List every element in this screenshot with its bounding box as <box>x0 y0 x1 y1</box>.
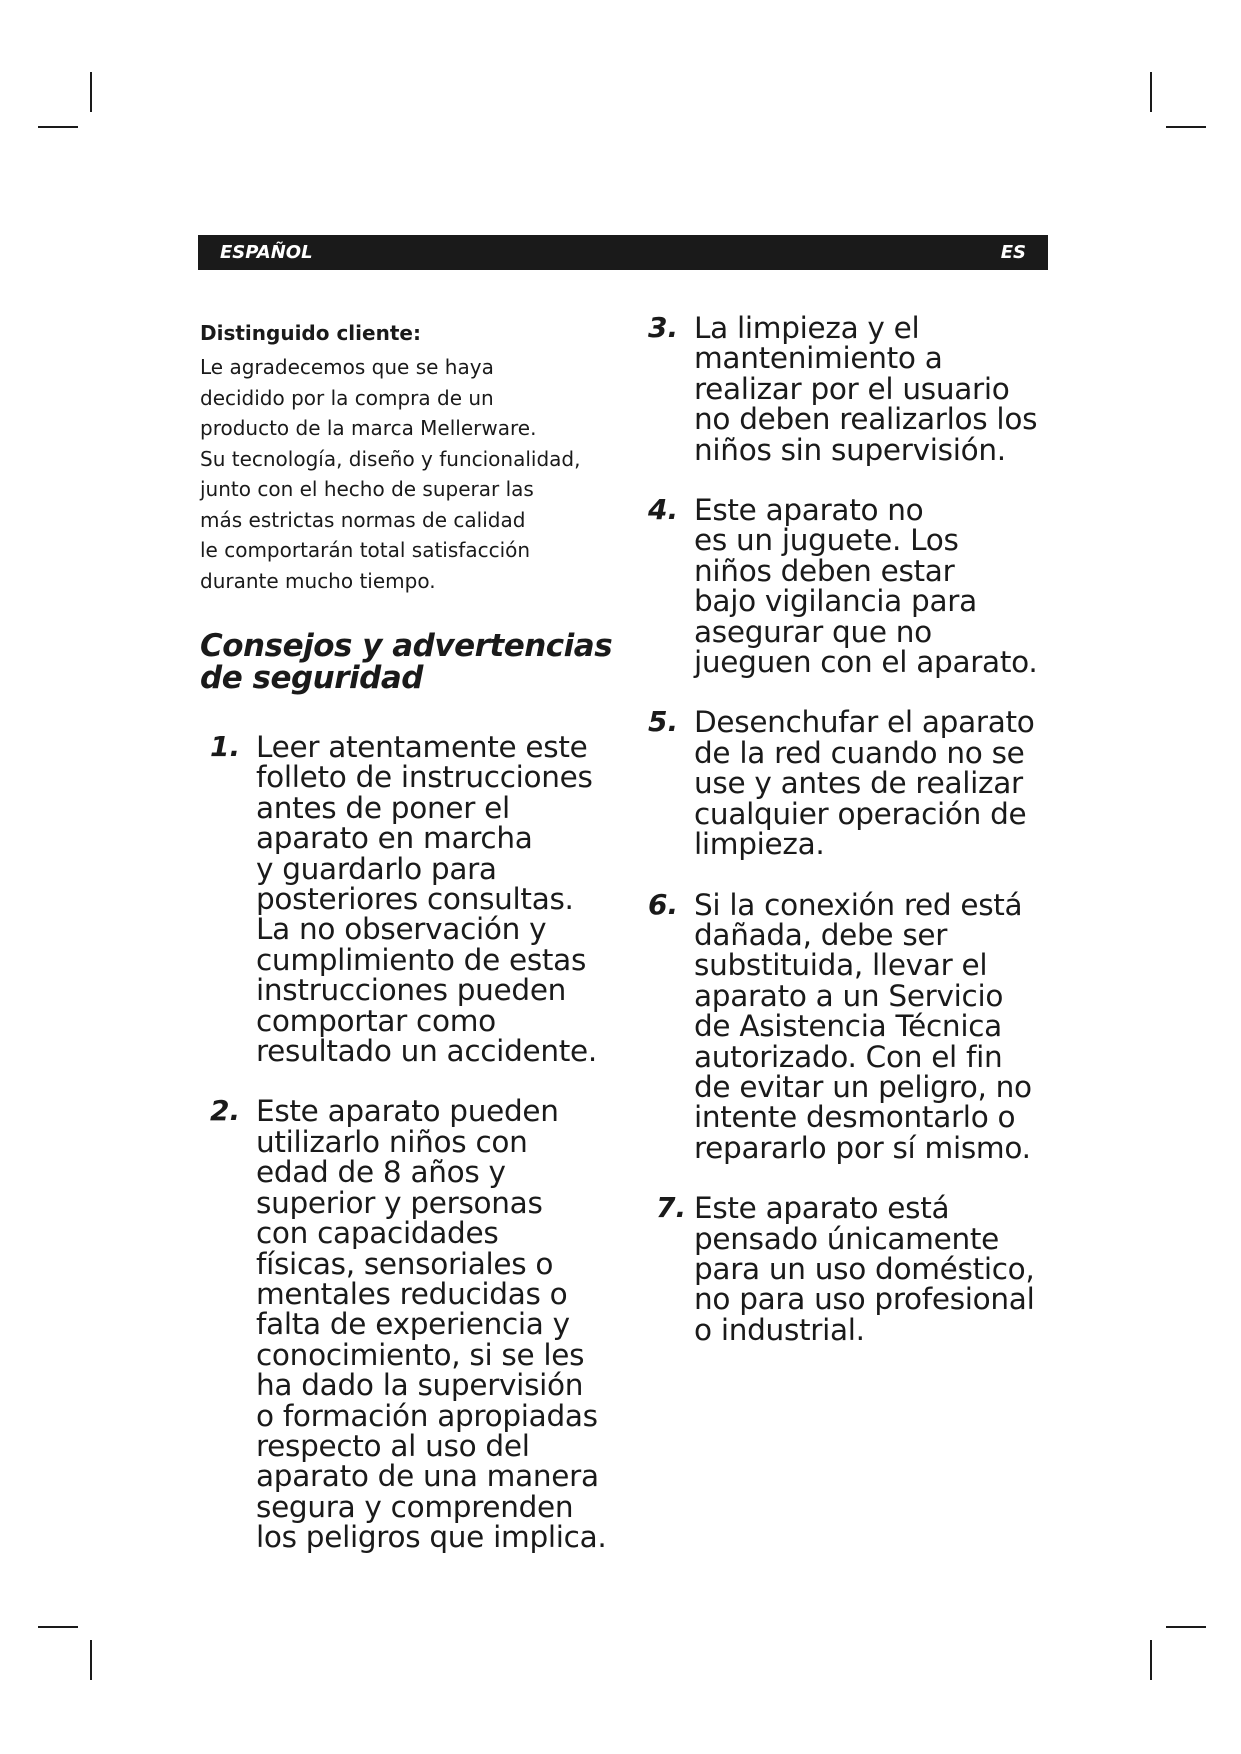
item-line: cumplimiento de estas <box>256 942 587 977</box>
language-header-bar <box>198 235 1048 270</box>
crop-mark-top-left-horizontal <box>38 126 78 128</box>
safety-item-7 <box>648 1193 1068 1345</box>
item-line: cualquier operación de <box>694 796 1027 831</box>
greeting-line: junto con el hecho de superar las <box>200 477 534 501</box>
item-line: físicas, sensoriales o <box>256 1246 554 1281</box>
item-line: niños deben estar <box>694 553 955 588</box>
item-line: niños sin supervisión. <box>694 432 1006 467</box>
right-column <box>648 313 1068 1345</box>
item-line: bajo vigilancia para <box>694 584 977 619</box>
item-line: ha dado la supervisión <box>256 1368 584 1403</box>
language-label: ESPAÑOL <box>220 242 313 263</box>
safety-item-6 <box>648 887 1068 1165</box>
item-line: limpieza. <box>694 827 825 862</box>
item-line: La limpieza y el <box>694 311 920 345</box>
item-line: Desenchufar el aparato <box>694 705 1035 740</box>
item-line: no para uso profesional <box>694 1282 1035 1317</box>
item-line: conocimiento, si se les <box>256 1337 585 1372</box>
item-line: mentales reducidas o <box>256 1276 568 1311</box>
item-line: antes de poner el <box>256 790 510 825</box>
greeting-line: le comportarán total satisfacción <box>200 538 531 562</box>
item-line: Este aparato está <box>694 1191 950 1226</box>
item-line: autorizado. Con el fin <box>694 1039 1003 1074</box>
item-line: dañada, debe ser <box>694 917 948 952</box>
item-line: o formación apropiadas <box>256 1398 598 1433</box>
item-line: Este aparato pueden <box>256 1094 559 1129</box>
language-code: ES <box>1000 242 1026 263</box>
safety-item-5 <box>648 705 1068 862</box>
crop-mark-top-left-vertical <box>90 72 92 112</box>
item-line: aparato de una manera <box>256 1459 599 1494</box>
item-line: realizar por el usuario <box>694 371 1010 406</box>
item-line: falta de experiencia y <box>256 1307 570 1342</box>
left-column <box>200 318 620 1553</box>
item-line: de la red cuando no se <box>694 735 1025 770</box>
item-line: folleto de instrucciones <box>256 760 593 795</box>
item-number: 7. <box>656 1191 687 1225</box>
safety-item-4 <box>648 493 1068 680</box>
section-heading: de seguridad <box>200 660 423 696</box>
item-line: de evitar un peligro, no <box>694 1069 1032 1104</box>
item-line: o industrial. <box>694 1312 865 1347</box>
item-number: 4. <box>648 493 679 527</box>
item-number: 2. <box>210 1094 241 1128</box>
item-line: jueguen con el aparato. <box>694 645 1038 680</box>
item-line: Leer atentamente este <box>256 730 588 764</box>
item-line: respecto al uso del <box>256 1428 530 1463</box>
greeting-line: producto de la marca Mellerware. <box>200 416 537 440</box>
item-number: 3. <box>648 311 679 344</box>
item-line: y guardarlo para <box>256 851 497 886</box>
greeting-line: más estrictas normas de calidad <box>200 507 526 532</box>
crop-mark-top-right-horizontal <box>1166 126 1206 128</box>
item-line: no deben realizarlos los <box>694 402 1038 437</box>
item-line: asegurar que no <box>694 614 932 649</box>
item-line: segura y comprenden <box>256 1489 574 1524</box>
greeting-line: Su tecnología, diseño y funcionalidad, <box>200 446 581 471</box>
item-line: con capacidades <box>256 1216 499 1251</box>
item-line: instrucciones pueden <box>256 973 567 1008</box>
item-line: utilizarlo niños con <box>256 1124 528 1159</box>
greeting-title: Distinguido cliente: <box>200 321 421 345</box>
item-line: Este aparato no <box>694 493 924 528</box>
crop-mark-bottom-right-horizontal <box>1166 1626 1206 1628</box>
safety-item-2 <box>210 1094 630 1555</box>
item-line: intente desmontarlo o <box>694 1100 1016 1135</box>
item-number: 1. <box>210 730 241 763</box>
item-line: de Asistencia Técnica <box>694 1009 1002 1044</box>
item-line: repararlo por sí mismo. <box>694 1130 1031 1165</box>
greeting-line: decidido por la compra de un <box>200 385 494 410</box>
item-line: pensado únicamente <box>694 1221 999 1256</box>
item-line: aparato a un Servicio <box>694 978 1004 1013</box>
item-number: 6. <box>648 887 679 921</box>
item-line: substituida, llevar el <box>694 948 988 983</box>
item-line: mantenimiento a <box>694 341 943 376</box>
item-line: los peligros que implica. <box>256 1520 607 1555</box>
item-line: comportar como <box>256 1003 496 1038</box>
crop-mark-bottom-left-vertical <box>90 1640 92 1680</box>
item-line: para un uso doméstico, <box>694 1251 1035 1286</box>
item-line: posteriores consultas. <box>256 882 574 917</box>
safety-item-1 <box>210 730 630 1069</box>
item-line: Si la conexión red está <box>694 887 1023 922</box>
greeting-line: durante mucho tiempo. <box>200 568 436 593</box>
crop-mark-bottom-left-horizontal <box>38 1626 78 1628</box>
item-line: superior y personas <box>256 1185 543 1220</box>
item-line: use y antes de realizar <box>694 766 1023 801</box>
safety-item-3 <box>648 313 1068 465</box>
section-heading: Consejos y advertencias <box>200 628 613 664</box>
item-line: es un juguete. Los <box>694 523 959 558</box>
crop-mark-bottom-right-vertical <box>1150 1640 1152 1680</box>
item-line: aparato en marcha <box>256 821 533 856</box>
item-number: 5. <box>648 705 679 739</box>
item-line: edad de 8 años y <box>256 1155 506 1190</box>
greeting-line: Le agradecemos que se haya <box>200 355 494 379</box>
item-line: resultado un accidente. <box>256 1034 597 1069</box>
crop-mark-top-right-vertical <box>1150 72 1152 112</box>
item-line: La no observación y <box>256 912 547 947</box>
